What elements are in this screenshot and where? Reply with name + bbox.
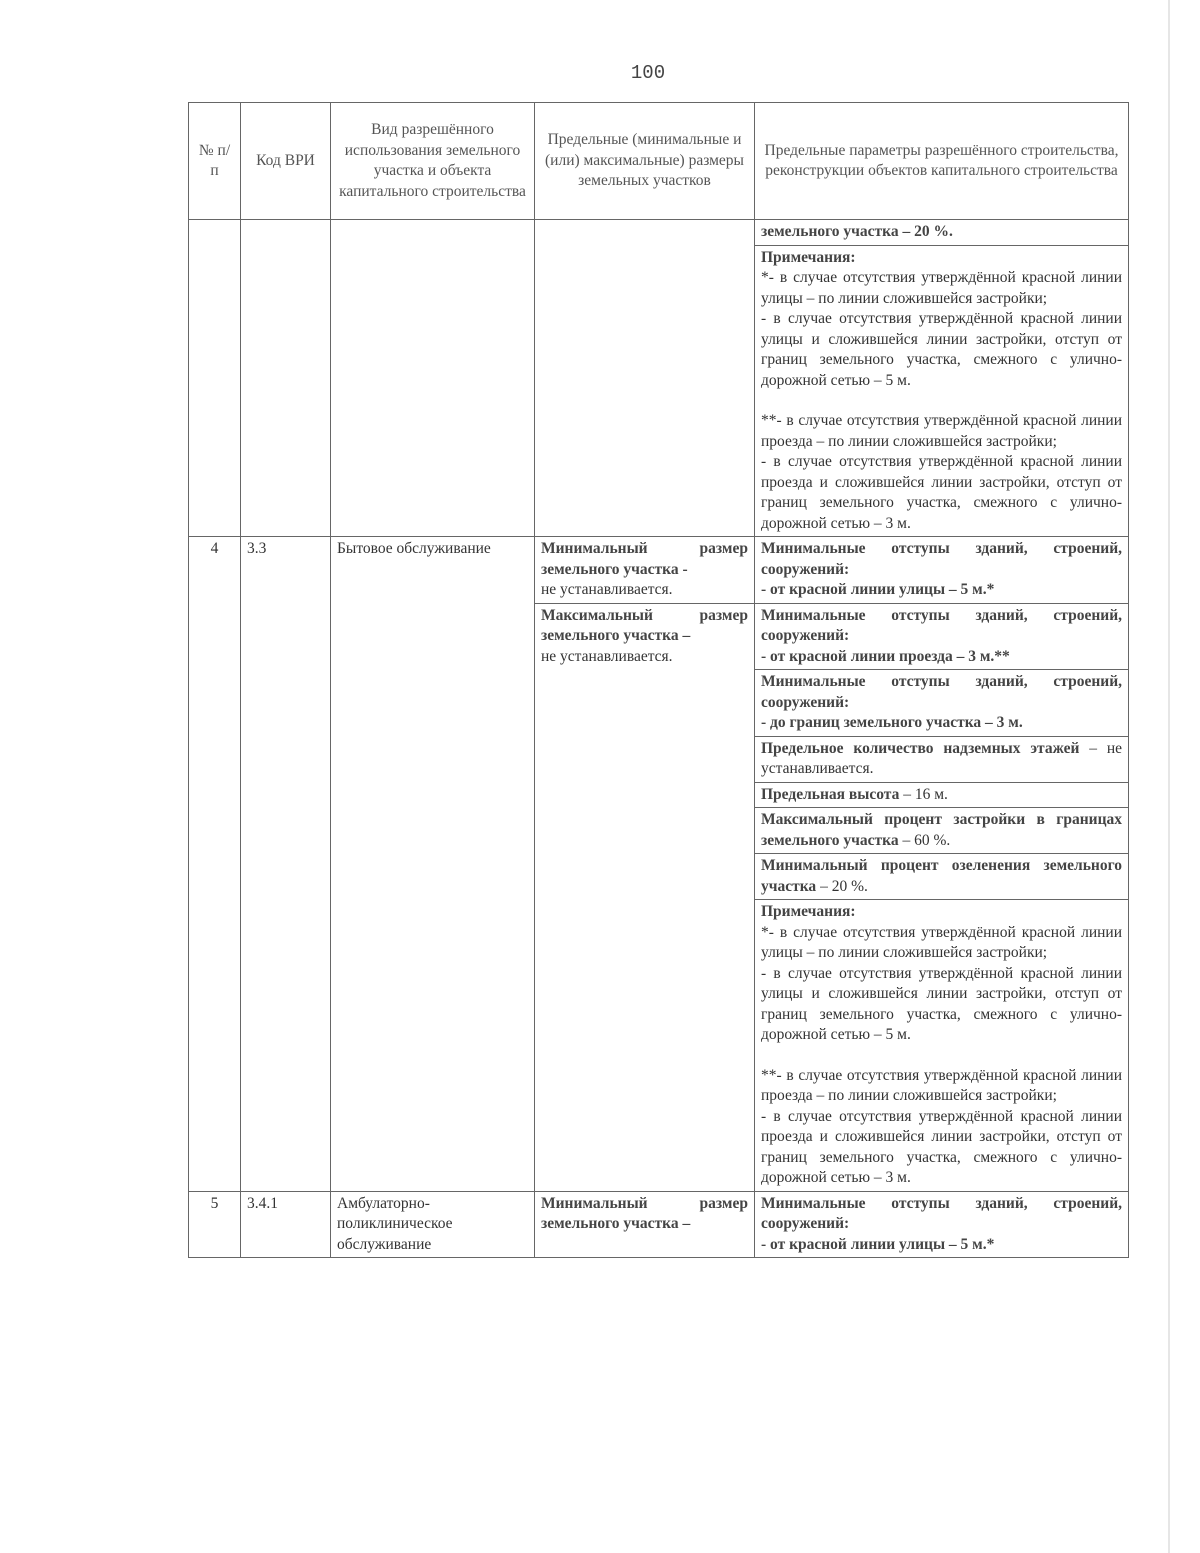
header-num: № п/п bbox=[189, 103, 241, 220]
max-size-value: не устанавливается. bbox=[541, 647, 673, 665]
cell-code: 3.3 bbox=[241, 537, 331, 1192]
notes-cell bbox=[755, 900, 1129, 1192]
table-header-row bbox=[189, 103, 1129, 220]
param-value: – не устанавливается. bbox=[761, 739, 1122, 777]
cell-num: 5 bbox=[189, 1191, 241, 1258]
param-title: Минимальный процент озеленения земельного участка bbox=[761, 857, 1122, 895]
cell-empty bbox=[535, 220, 755, 537]
notes-cell bbox=[755, 245, 1129, 537]
cell-type: Амбулаторно-поликлиническое обслуживание bbox=[331, 1191, 535, 1258]
param-cell bbox=[755, 537, 1129, 604]
min-size-title: Минимальный размер земельного участка – bbox=[541, 1194, 748, 1232]
param-cell bbox=[755, 670, 1129, 737]
note-text: *- в случае отсутствия утверждённой красной линии улицы – по линии сложившейся застройки; bbox=[761, 923, 1122, 961]
param-value: - до границ земельного участка – 3 м. bbox=[761, 714, 1023, 731]
table-row-continued bbox=[189, 220, 1129, 246]
param-cell bbox=[755, 808, 1129, 854]
table-row-4 bbox=[189, 537, 1129, 604]
param-value: - от красной линии проезда – 3 м.** bbox=[761, 647, 1010, 665]
min-size-value: не устанавливается. bbox=[541, 581, 673, 598]
regulations-table bbox=[188, 102, 1129, 1258]
param-title: Предельное количество надземных этажей bbox=[761, 739, 1080, 757]
param-title: Минимальные отступы зданий, строений, сооружений: bbox=[761, 1194, 1122, 1232]
param-cell bbox=[755, 854, 1129, 900]
table-row-5 bbox=[189, 1191, 1129, 1258]
param-green-cont bbox=[755, 220, 1129, 246]
cell-empty bbox=[241, 220, 331, 537]
cell-type: Бытовое обслуживание bbox=[331, 537, 535, 1192]
param-title: Максимальный процент застройки в границах земельного участка bbox=[761, 811, 1122, 849]
param-value: – 16 м. bbox=[899, 785, 948, 803]
param-text: земельного участка – 20 %. bbox=[761, 223, 953, 240]
cell-num: 4 bbox=[189, 537, 241, 1192]
param-title: Минимальные отступы зданий, строений, сооружений: bbox=[761, 540, 1122, 578]
note-text: *- в случае отсутствия утверждённой красной линии улицы – по линии сложившейся застройки; bbox=[761, 269, 1122, 307]
cell-empty bbox=[189, 220, 241, 537]
min-size-title: Минимальный размер земельного участка - bbox=[541, 540, 748, 578]
param-value: – 60 %. bbox=[898, 831, 951, 849]
param-cell bbox=[755, 603, 1129, 670]
header-params: Предельные параметры разрешённого строительства, реконструкции объектов капитального строительства bbox=[755, 103, 1129, 220]
param-title: Предельная высота bbox=[761, 785, 900, 803]
param-value: - от красной линии улицы – 5 м.* bbox=[761, 581, 995, 598]
cell-max-size bbox=[535, 603, 755, 1191]
note-text: - в случае отсутствия утверждённой красной линии улицы и сложившейся линии застройки, отступ от границ земельного участка, смежного с улично-дорожной сетью – 5 м. bbox=[761, 310, 1122, 389]
header-code: Код ВРИ bbox=[241, 103, 331, 220]
param-cell bbox=[755, 1191, 1129, 1258]
page-number: 100 bbox=[630, 62, 666, 84]
notes-title: Примечания: bbox=[761, 248, 856, 266]
param-title: Минимальные отступы зданий, строений, сооружений: bbox=[761, 673, 1122, 711]
cell-empty bbox=[331, 220, 535, 537]
param-cell bbox=[755, 736, 1129, 782]
notes-title: Примечания: bbox=[761, 903, 856, 920]
note-text: - в случае отсутствия утверждённой красной линии проезда и сложившейся линии застройки, отступ от границ земельного участка, смежного с улично-дорожной сетью – 3 м. bbox=[761, 1107, 1122, 1186]
scan-edge-line bbox=[1168, 0, 1170, 1553]
note-text: **- в случае отсутствия утверждённой красной линии проезда – по линии сложившейся застройки; bbox=[761, 412, 1122, 450]
header-size: Предельные (минимальные и (или) максимальные) размеры земельных участков bbox=[535, 103, 755, 220]
note-text: **- в случае отсутствия утверждённой красной линии проезда – по линии сложившейся застройки; bbox=[761, 1066, 1122, 1104]
max-size-title: Максимальный размер земельного участка – bbox=[541, 606, 748, 644]
param-value: - от красной линии улицы – 5 м.* bbox=[761, 1235, 995, 1253]
cell-min-size bbox=[535, 537, 755, 604]
header-type: Вид разрешённого использования земельного участка и объекта капитального строительства bbox=[331, 103, 535, 220]
cell-code: 3.4.1 bbox=[241, 1191, 331, 1258]
param-value: – 20 %. bbox=[816, 877, 868, 895]
param-title: Минимальные отступы зданий, строений, сооружений: bbox=[761, 606, 1122, 644]
note-text: - в случае отсутствия утверждённой красной линии улицы и сложившейся линии застройки, отступ от границ земельного участка, смежного с улично-дорожной сетью – 5 м. bbox=[761, 964, 1122, 1043]
param-cell bbox=[755, 782, 1129, 808]
cell-min-size bbox=[535, 1191, 755, 1258]
note-text: - в случае отсутствия утверждённой красной линии проезда и сложившейся линии застройки, отступ от границ земельного участка, смежного с улично-дорожной сетью – 3 м. bbox=[761, 453, 1122, 532]
